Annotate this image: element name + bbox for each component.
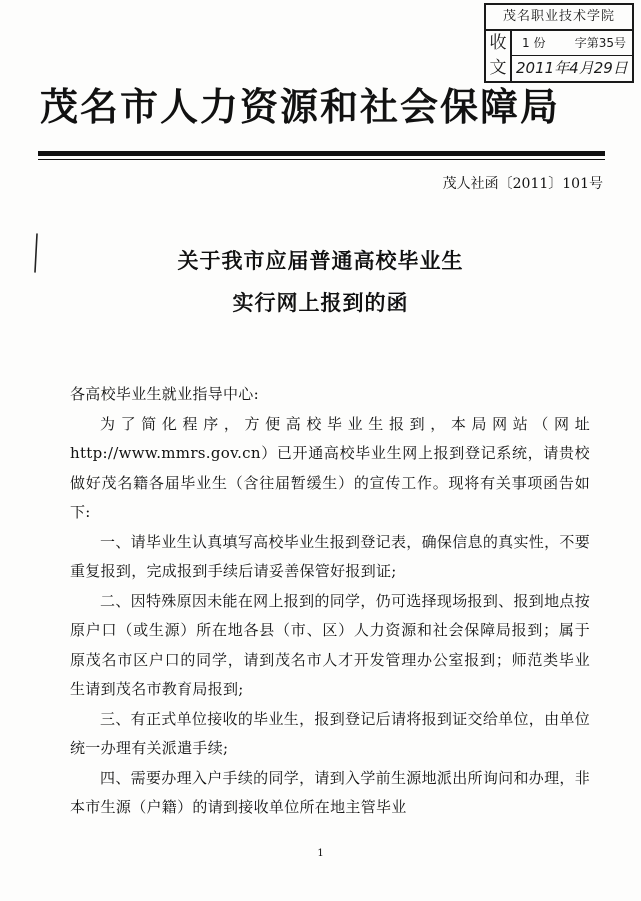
page-number: 1	[317, 848, 324, 859]
document-number: 茂人社函〔2011〕101号	[442, 176, 603, 192]
item-3: 三、有正式单位接收的毕业生，报到登记后请将报到证交给单位，由单位统一办理有关派遣手续;	[70, 709, 590, 757]
salutation: 各高校毕业生就业指导中心:	[70, 385, 259, 403]
header-rule-thin	[38, 159, 605, 160]
item-4: 四、需要办理入户手续的同学，请到入学前生源地派出所询问和办理，非本市生源（户籍）的请到接收单位所在地主管毕业	[70, 768, 590, 816]
item-1: 一、请毕业生认真填写高校毕业生报到登记表，确保信息的真实性，不要重复报到，完成报到手续后请妥善保管好报到证;	[70, 532, 590, 580]
receipt-stamp	[484, 3, 634, 83]
letter-body	[70, 380, 590, 823]
stamp-label	[486, 31, 512, 81]
stamp-row-copies	[512, 31, 632, 56]
letter-title-line1: 关于我市应届普通高校毕业生	[177, 248, 464, 273]
header-rule-thick	[38, 151, 605, 156]
stamp-date: 2011年4月29日	[516, 59, 628, 77]
stamp-copies: 1 份	[522, 36, 546, 50]
stamp-org: 茂名职业技术学院	[486, 5, 632, 31]
intro-paragraph: 为了简化程序，方便高校毕业生报到，本局网站（网址http://www.mmrs.gov.cn）已开通高校毕业生网上报到登记系统，请贵校做好茂名籍各届毕业生（含往届暂缓生）的宣传工作。现将有关事项函告如下:	[70, 414, 590, 521]
org-title: 茂名市人力资源和社会保障局	[40, 84, 561, 129]
stamp-label-bottom: 文	[489, 58, 507, 78]
stamp-label-top: 收	[489, 33, 507, 53]
letter-title	[0, 240, 641, 324]
letter-title-line2: 实行网上报到的函	[232, 290, 409, 315]
item-2: 二、因特殊原因未能在网上报到的同学，仍可选择现场报到、报到地点按原户口（或生源）所在地各县（市、区）人力资源和社会保障局报到；属于原茂名市区户口的同学，请到茂名市人才开发管理办公室报到；师范类毕业生请到茂名市教育局报到;	[70, 591, 590, 698]
stamp-doc-no: 字第35号	[574, 36, 626, 50]
